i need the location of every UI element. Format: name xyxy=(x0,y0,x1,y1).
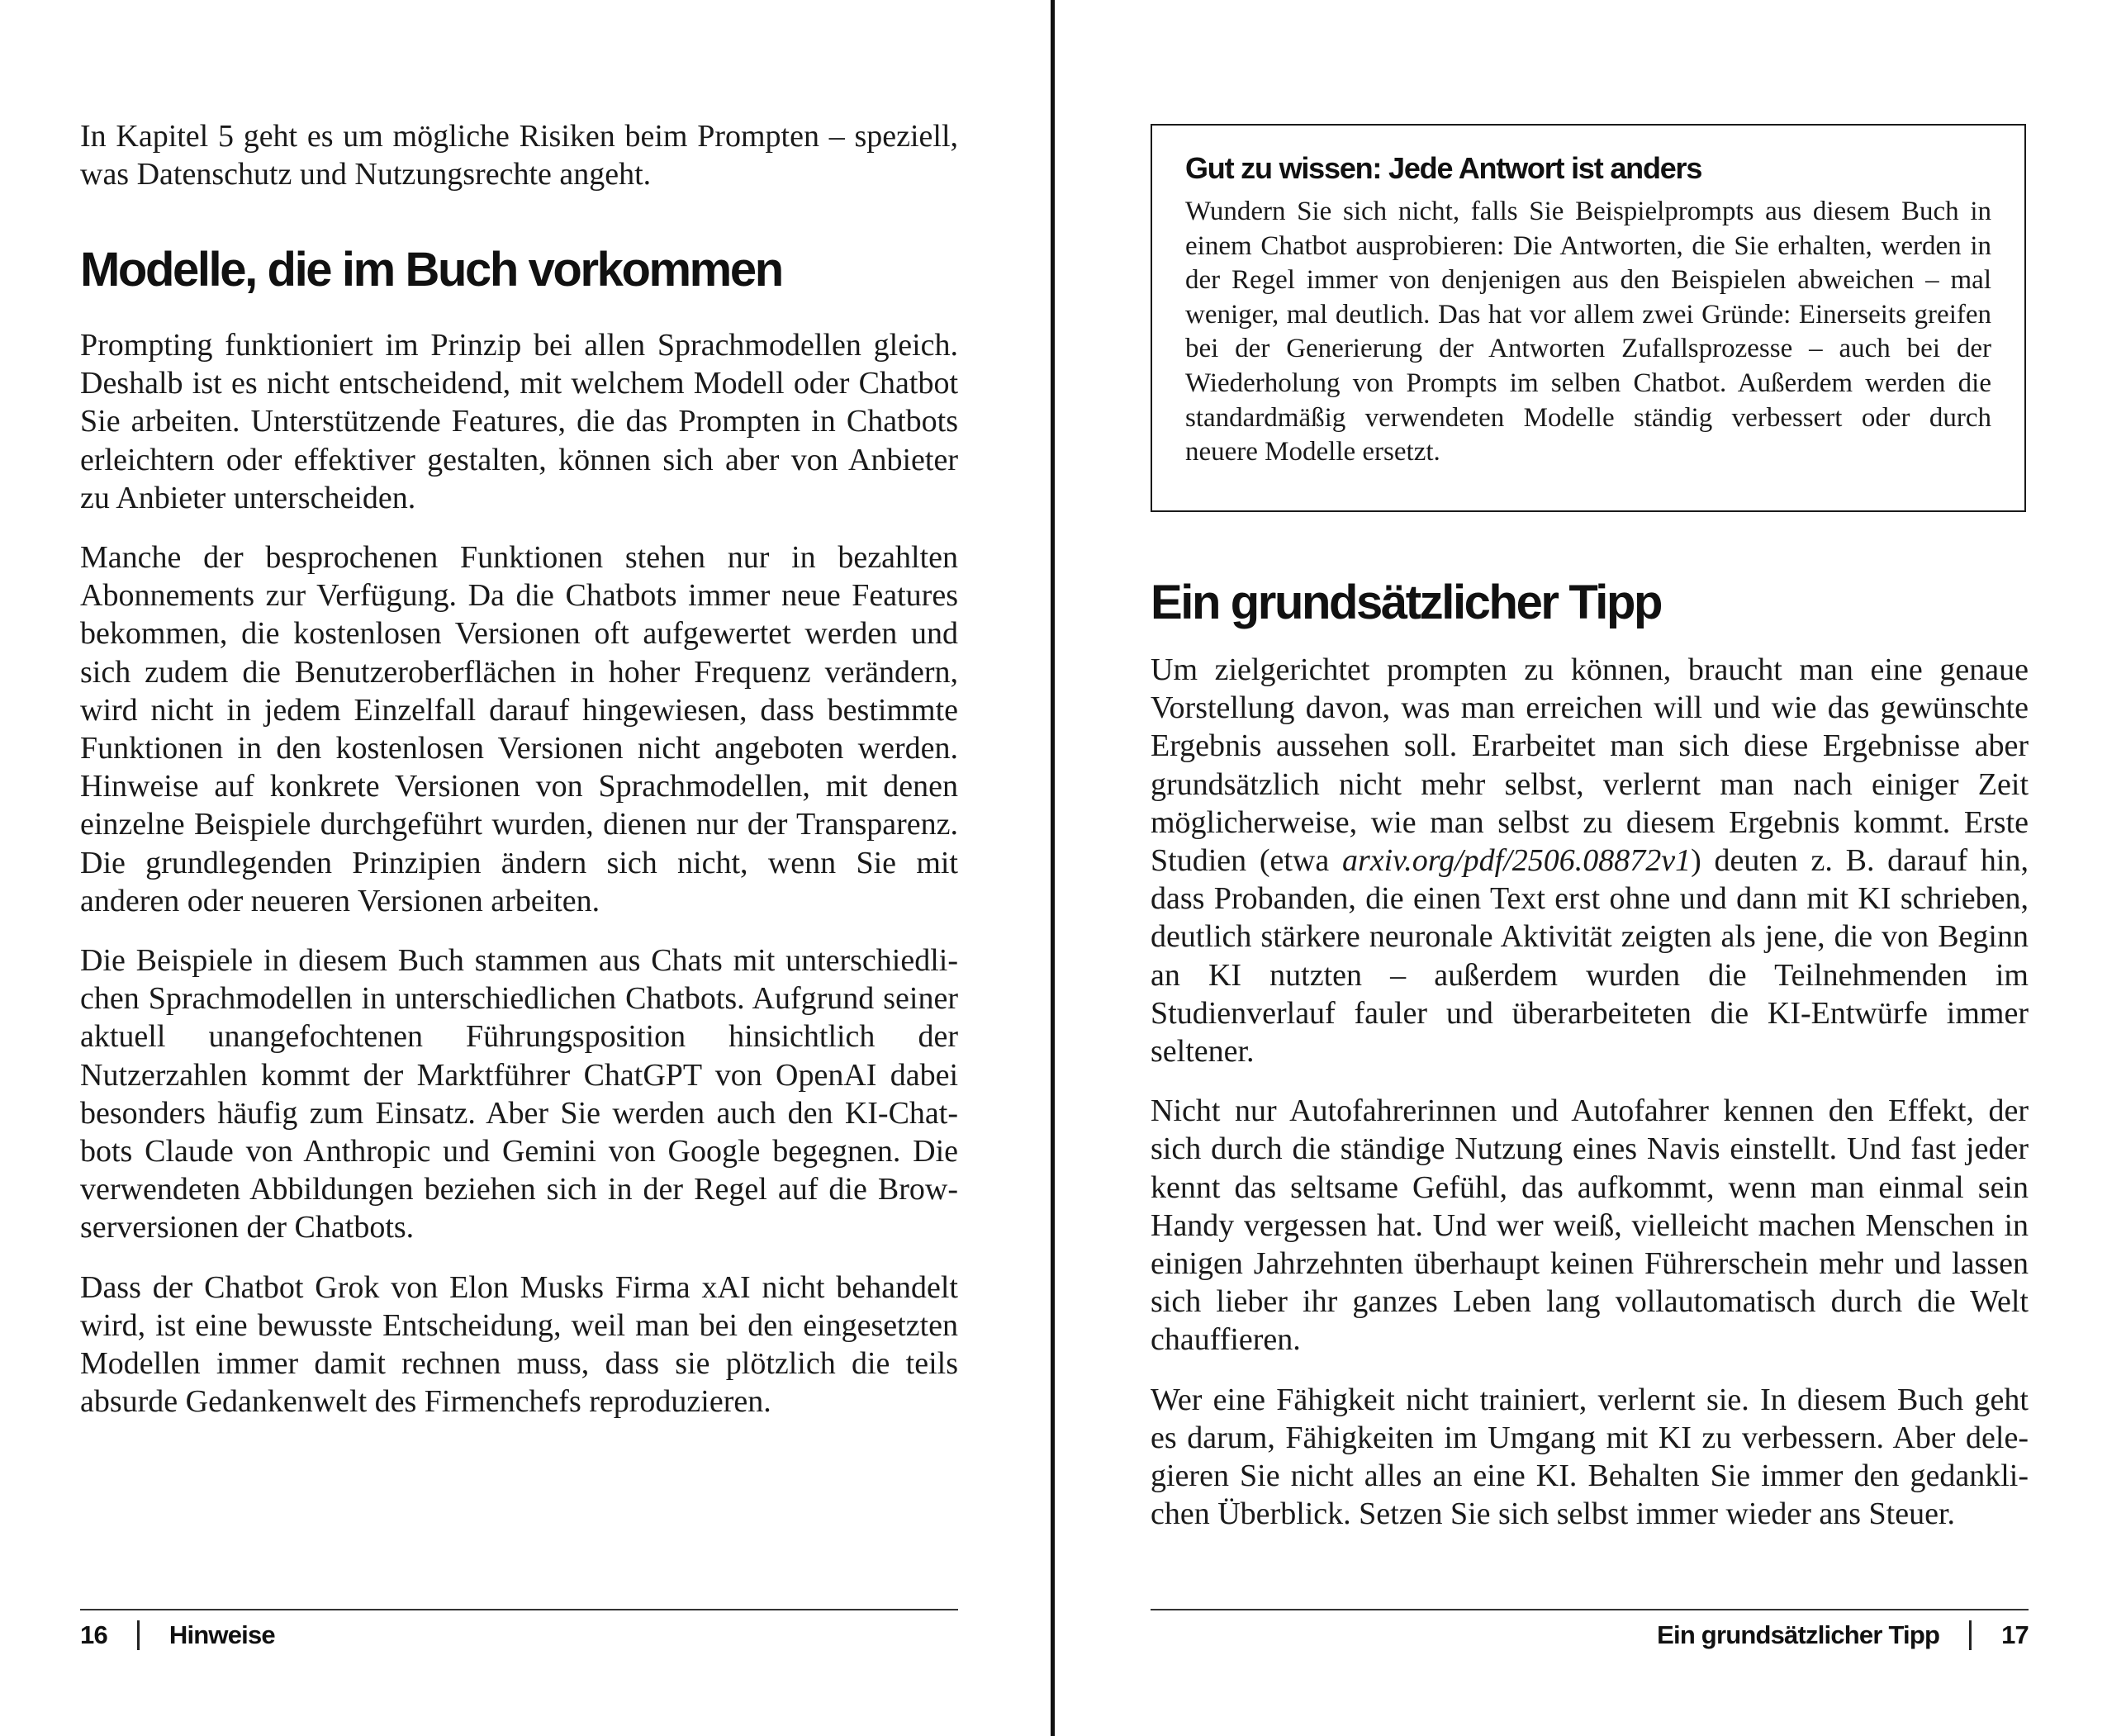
right-page xyxy=(1151,0,2029,1736)
running-section-title: Hinweise xyxy=(168,1620,275,1649)
paragraph: Dass der Chatbot Grok von Elon Musks Firma xAI nicht behandelt wird, ist eine bewusste Entscheidung, weil man bei den eingesetzten Modellen immer damit rechnen muss, dass sie plötzlich die teils absurde Gedankenwelt des Firmenchefs reproduzieren. xyxy=(80,1269,958,1420)
page-number: 16 xyxy=(80,1620,107,1649)
paragraph: Nicht nur Autofahrerinnen und Autofahrer kennen den Effekt, der sich durch die ständige Nutzung eines Navis einstellt. Und fast jeder kennt das seltsame Gefühl, das aufkommt, wenn man einmal sein Handy vergessen hat. Und wer weiß, vielleicht machen Menschen in einigen Jahrzehnten überhaupt keinen Führerschein mehr und lassen sich lieber ihr ganzes Leben lang vollautomatisch durch die Welt chauffieren. xyxy=(1151,1093,2029,1358)
page-number: 17 xyxy=(2001,1620,2029,1649)
right-footer xyxy=(1151,1617,2029,1653)
paragraph: Die Beispiele in diesem Buch stammen aus Chats mit unterschiedlichen Sprachmodellen in unterschiedlichen Chatbots. Aufgrund seiner aktuell unangefochtenen Führungsposition hinsichtlich der Nutzerzahlen kommt der Marktführer ChatGPT von OpenAI dabei besonders häufig zum Einsatz. Aber Sie werden auch den KI-Chatbots Claude von Anthropic und Gemini von Google begegnen. Die verwendeten Abbildungen beziehen sich in der Regel auf die Browserversionen der Chatbots. xyxy=(80,943,958,1245)
right-heading-block xyxy=(1151,574,2029,632)
paragraph: Prompting funktioniert im Prinzip bei allen Sprachmodellen gleich. Deshalb ist es nicht entscheidend, mit welchem Modell oder Chatbot Sie arbeiten. Unterstützende Features, die das Prompten in Chatbots erleichtern oder effektiver gestalten, können sich aber von Anbieter zu Anbieter unterscheiden. xyxy=(80,328,958,515)
paragraph-text: Um zielgerichtet prompten zu können, braucht man eine genaue Vorstellung davon, was man erreichen will und wie das gewünschte Ergebnis aussehen soll. Erarbeitet man sich diese Ergebnisse aber grundsätzlich nicht mehr selbst, verlernt man nach einiger Zeit möglicherweise, wie man selbst zu diesem Ergebnis kommt. Erste Studien (etwa xyxy=(1151,652,2029,879)
intro-paragraph: In Kapitel 5 geht es um mögliche Risiken beim Prompten – speziell, was Datenschutz und Nutzungsrechte angeht. xyxy=(80,119,958,192)
footer-separator xyxy=(137,1620,140,1650)
page-gutter-divider xyxy=(1051,0,1055,1736)
info-box-title: Gut zu wissen: Jede Antwort ist anders xyxy=(1185,151,1702,185)
left-intro-block xyxy=(80,117,958,215)
paragraph-text: ) deuten z. B. darauf hin, dass Probanden, die einen Text erst ohne und dann mit KI schrieben, deutlich stärkere neuronale Aktivität zeigten als jene, die von Beginn an KI nutzten – außerdem wurden die Teilnehmenden im Studienverlauf fauler und überarbeiteten die KI-Entwürfe immer seltener. xyxy=(1151,843,2029,1070)
paragraph: Wer eine Fähigkeit nicht trainiert, verlernt sie. In diesem Buch geht es darum, Fähigkeiten im Umgang mit KI zu verbessern. Aber delegieren Sie nicht alles an eine KI. Behalten Sie immer den gedanklichen Überblick. Setzen Sie sich selbst immer wieder ans Steuer. xyxy=(1151,1382,2029,1532)
footer-separator xyxy=(1969,1620,1972,1650)
section-heading-tip: Ein grundsätzlicher Tipp xyxy=(1151,576,1662,629)
left-heading-block xyxy=(80,241,958,299)
running-section-title: Ein grundsätzlicher Tipp xyxy=(1657,1620,1940,1649)
right-footer-rule xyxy=(1151,1609,2029,1610)
left-page xyxy=(80,0,958,1736)
info-box-text: Wundern Sie sich nicht, falls Sie Beispielprompts aus diesem Buch in einem Chatbot ausprobieren: Die Antworten, die Sie erhalten, werden in der Regel immer von denjenigen aus den Beispielen abweichen – mal weniger, mal deutlich. Das hat vor allem zwei Gründe: Einerseits greifen bei der Generierung der Antworten Zufallsprozesse – auch bei der Wiederholung von Prompts im selben Chatbot. Außerdem werden die standardmäßig verwendeten Modelle ständig verbessert oder durch neuere Modelle ersetzt. xyxy=(1185,197,1991,467)
paragraph: Manche der besprochenen Funktionen stehen nur in bezahlten Abonnements zur Verfügung. Da die Chatbots immer neue Features bekommen, die kostenlosen Versionen oft aufgewertet werden und sich zudem die Benutzeroberflächen in hoher Frequenz verändern, wird nicht in jedem Einzelfall darauf hingewiesen, dass bestimmte Funktionen in den kostenlosen Versionen nicht angeboten werden. Hinweise auf konkrete Versionen von Sprachmodellen, mit denen einzelne Beispiele durchgeführt wurden, dienen nur der Transparenz. Die grundlegenden Prinzipien ändern sich nicht, wenn Sie mit anderen oder neueren Versionen arbeiten. xyxy=(80,540,958,918)
study-link: arxiv.org/pdf/2506.08872v1 xyxy=(1341,843,1692,879)
left-footer xyxy=(80,1617,958,1653)
left-body-text xyxy=(80,326,958,1442)
right-body-text xyxy=(1151,651,2029,1554)
info-box xyxy=(1151,124,2026,512)
left-footer-rule xyxy=(80,1609,958,1610)
paragraph xyxy=(1151,651,2029,1070)
section-heading-models: Modelle, die im Buch vorkommen xyxy=(80,243,782,296)
